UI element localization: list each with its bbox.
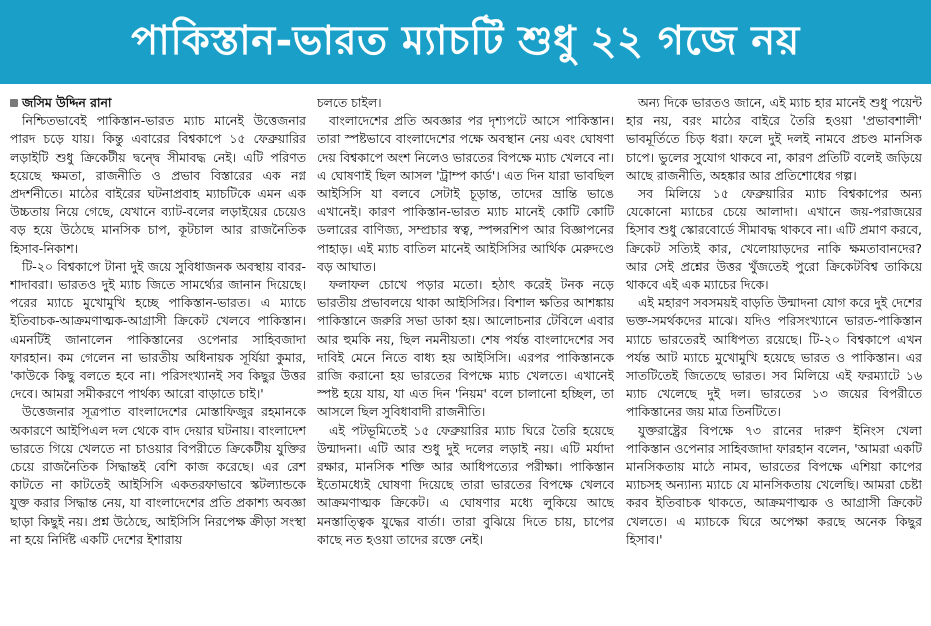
article-body: [0, 94, 931, 624]
byline: [10, 94, 306, 112]
paragraph: উত্তেজনার সূত্রপাত বাংলাদেশের মোস্তাফিজুর রহমানকে অকারণে আইপিএল দল থেকে বাদ দেয়ার ঘটনায়। বাংলাদেশ ভারতে গিয়ে খেলতে না চাওয়ার বিপরীতে ক্রিকেটীয় যুক্তির চেয়ে রাজনৈতিক সিদ্ধান্তই বেশি কাজ করেছে। এর রেশ কাটতে না কাটতেই আইসিসি একতরফাভাবে স্কটল্যান্ডকে যুক্ত করার সিদ্ধান্ত নেয়, যা বাংলাদেশের প্রতি প্রকাশ্য অবজ্ঞা ছাড়া কিছুই নয়। প্রশ্ন উঠেছে, আইসিসি নিরপেক্ষ ক্রীড়া সংস্থা না হয়ে নির্দিষ্ট একটি দেশের ইশারায়: [10, 404, 306, 547]
paragraph: ফলাফল চোখে পড়ার মতো। হঠাৎ করেই টনক নড়ে ভারতীয় প্রভাবলয়ে থাকা আইসিসির। বিশাল ক্ষতির আশঙ্কায় পাকিস্তানে জরুরি সভা ডাকা হয়। আলোচনার টেবিলে এবার আর হুমকি নয়, ছিল নমনীয়তা। শেষ পর্যন্ত বাংলাদেশের সব দাবিই মেনে নিতে বাধ্য হয় আইসিসি। এরপর পাকিস্তানকে রাজি করানো হয় ভারতের বিপক্ষে ম্যাচ খেলতে। এখানেই স্পষ্ট হয়ে যায়, যা এত দিন 'নিয়ম' বলে চালানো হচ্ছিল, তা আসলে ছিল সুবিধাবাদী রাজনীতি।: [317, 277, 614, 420]
article-column-3: [626, 94, 922, 622]
headline: পাকিস্তান-ভারত ম্যাচটি শুধু ২২ গজে নয়: [131, 17, 800, 64]
paragraph: যুক্তরাষ্ট্রের বিপক্ষে ৭৩ রানের দারুণ ইনিংস খেলা পাকিস্তান ওপেনার সাহিবজাদা ফারহান বলেন, 'আমরা একটি মানসিকতায় মাঠে নামব, ভারতের বিপক্ষে এশিয়া কাপের ম্যাচসহ অন্যান্য ম্যাচে যে মানসিকতায় খেলেছি। আমরা চেষ্টা করব ইতিবাচক থাকতে, আক্রমণাত্মক ও আগ্রাসী ক্রিকেট খেলতে। এ ম্যাচকে ঘিরে অপেক্ষা করছে অনেক কিছুর হিসাব।': [626, 422, 922, 547]
headline-banner: [0, 0, 931, 84]
paragraph: এই পটভূমিতেই ১৫ ফেব্রুয়ারির ম্যাচ ঘিরে তৈরি হয়েছে উন্মাদনা। এটি আর শুধু দুই দলের লড়াই নয়। এটি মর্যাদা রক্ষার, মানসিক শক্তি আর আধিপত্যের পরীক্ষা। পাকিস্তান ইতোমধ্যেই ঘোষণা দিয়েছে তারা ভারতের বিপক্ষে খেলবে আক্রমণাত্মক ক্রিকেট। এ ঘোষণার মধ্যে লুকিয়ে আছে মনস্তাত্ত্বিক যুদ্ধের বার্তা। তারা বুঝিয়ে দিতে চায়, চাপের কাছে নত হওয়া তাদের রক্তে নেই।: [317, 422, 614, 547]
paragraph: অন্য দিকে ভারতও জানে, এই ম্যাচ হার মানেই শুধু পয়েন্ট হার নয়, বরং মাঠের বাইরে তৈরি হওয়া 'প্রভাবশালী' ভাবমূর্তিতে চিড় ধরা। ফলে দুই দলই নামবে প্রচণ্ড মানসিক চাপে। ভুলের সুযোগ থাকবে না, কারণ প্রতিটি বলেই জড়িয়ে আছে রাজনীতি, অহঙ্কার আর প্রতিশোধের গল্প।: [626, 95, 922, 183]
paragraph: এই মহারণ সবসময়ই বাড়তি উন্মাদনা যোগ করে দুই দেশের ভক্ত-সমর্থকদের মাঝে। যদিও পরিসংখ্যানে ভারত-পাকিস্তান ম্যাচে ভারতেরই আধিপত্য রয়েছে। টি-২০ বিশ্বকাপে এখন পর্যন্ত আট ম্যাচে মুখোমুখি হয়েছে ভারত ও পাকিস্তান। এর সাতটিতেই জিতেছে ভারত। সব মিলিয়ে এই ফরম্যাটে ১৬ ম্যাচ খেলেছে দুই দল। ভারতের ১৩ জয়ের বিপরীতে পাকিস্তানের জয় মাত্র তিনটিতে।: [626, 295, 922, 420]
paragraph: চলতে চাইল।: [317, 95, 382, 110]
paragraph: নিশ্চিতভাবেই পাকিস্তান-ভারত ম্যাচ মানেই উত্তেজনার পারদ চড়ে যায়। কিন্তু এবারের বিশ্বকাপে ১৫ ফেব্রুয়ারির লড়াইটি শুধু ক্রিকেটীয় দ্বন্দ্বে সীমাবদ্ধ নেই। এটি পরিণত হয়েছে ক্ষমতা, রাজনীতি ও প্রভাব বিস্তারের এক নগ্ন প্রদর্শনীতে। মাঠের বাইরের ঘটনাপ্রবাহ ম্যাচটিকে এমন এক উচ্চতায় নিয়ে গেছে, যেখানে ব্যাট-বলের লড়াইয়ের চেয়েও বড় হয়ে উঠেছে মানসিক চাপ, কূটচাল আর রাজনৈতিক হিসাব-নিকাশ।: [10, 113, 306, 256]
paragraph: বাংলাদেশের প্রতি অবজ্ঞার পর দৃশ্যপটে আসে পাকিস্তান। তারা স্পষ্টভাবে বাংলাদেশের পক্ষে অবস্থান নেয় এবং ঘোষণা দেয় বিশ্বকাপে অংশ নিলেও ভারতের বিপক্ষে ম্যাচ খেলবে না। এ ঘোষণাই ছিল আসল 'ট্রাম্প কার্ড'। এত দিন যারা ভাবছিল আইসিসি যা বলবে সেটাই চূড়ান্ত, তাদের ভ্রান্তি ভাঙে এখানেই। কারণ পাকিস্তান-ভারত ম্যাচ মানেই কোটি কোটি ডলারের বাণিজ্য, সম্প্রচার স্বত্ব, স্পন্সরশিপ আর বিজ্ঞাপনের পাহাড়। এই ম্যাচ বাতিল মানেই আইসিসির আর্থিক মেরুদণ্ডে বড় আঘাত।: [317, 113, 614, 274]
byline-bullet-icon: [10, 99, 18, 107]
paragraph: সব মিলিয়ে ১৫ ফেব্রুয়ারির ম্যাচ বিশ্বকাপের অন্য যেকোনো ম্যাচের চেয়ে আলাদা। এখানে জয়-পরাজয়ের হিসাব শুধু স্কোরবোর্ডে সীমাবদ্ধ থাকবে না। এটি প্রমাণ করবে, ক্রিকেট সত্যিই কার, খেলোয়াড়দের নাকি ক্ষমতাবানদের? আর সেই প্রশ্নের উত্তর খুঁজতেই পুরো ক্রিকেটবিশ্ব তাকিয়ে থাকবে এই এক ম্যাচের দিকে।: [626, 186, 922, 293]
paragraph: টি-২০ বিশ্বকাপে টানা দুই জয়ে সুবিধাজনক অবস্থায় বাবর-শাদাবরা। ভারতও দুই ম্যাচ জিতে সামর্থ্যের জানান দিয়েছে। পরের ম্যাচে মুখোমুখি হচ্ছে পাকিস্তান-ভারত। এ ম্যাচে ইতিবাচক-আক্রমণাত্মক-আগ্রাসী ক্রিকেট খেলবে পাকিস্তান। এমনটিই জানালেন পাকিস্তানের ওপেনার সাহিবজাদা ফারহান। কম গেলেন না ভারতীয় অধিনায়ক সূর্যিয়া কুমার, 'কাউকে কিছু বলতে হবে না। পরিসংখ্যানই সব কিছুর উত্তর দেবে। আমরা সমীকরণে পার্থক্য আরো বাড়াতে চাই।': [10, 258, 306, 402]
article-column-1: [10, 94, 306, 622]
article-column-2: [317, 94, 614, 622]
byline-name: জসিম উদ্দিন রানা: [22, 95, 112, 110]
